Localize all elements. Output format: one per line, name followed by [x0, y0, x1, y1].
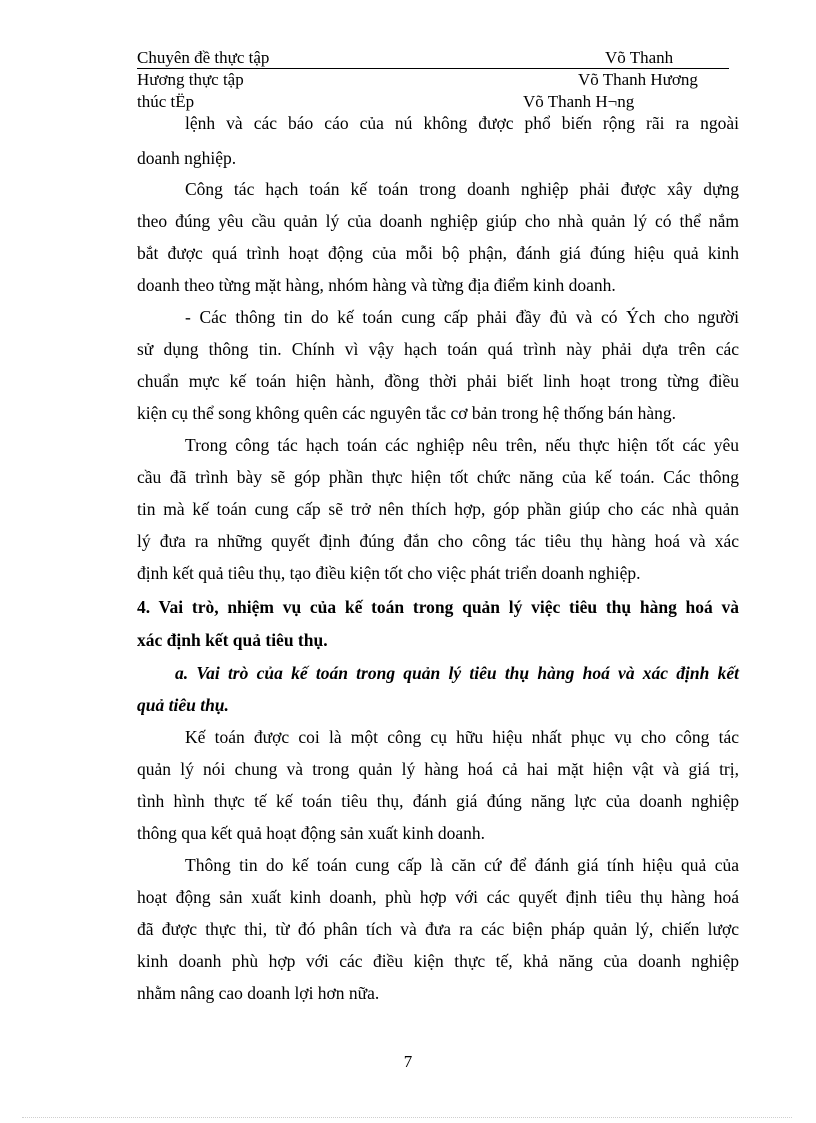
header-author-full: Võ Thanh Hương: [578, 70, 698, 89]
text-line: Kế toán được coi là một công cụ hữu hiệu nhất phục vụ cho công tác: [185, 727, 739, 747]
header-row-2: [137, 69, 729, 91]
text-line: tin mà kế toán cung cấp sẽ trở nên thích hợp, góp phần giúp cho các nhà quản: [137, 499, 739, 519]
header-row-1: [137, 47, 729, 69]
subsection-heading-cont: quả tiêu thụ.: [137, 695, 229, 715]
text-line: doanh theo từng mặt hàng, nhóm hàng và từng địa điểm kinh doanh.: [137, 275, 616, 295]
subsection-heading: a. Vai trò của kế toán trong quản lý tiêu thụ hàng hoá và xác định kết: [175, 663, 739, 683]
text-line: sử dụng thông tin. Chính vì vậy hạch toán quá trình này phải dựa trên các: [137, 339, 739, 359]
text-line: kiện cụ thể song không quên các nguyên tắc cơ bản trong hệ thống bán hàng.: [137, 403, 676, 423]
page-header: [137, 47, 729, 113]
text-line: - Các thông tin do kế toán cung cấp phải đầy đủ và có Ých cho người: [185, 307, 739, 327]
header-author-garbled: Võ Thanh H¬ng: [523, 92, 635, 111]
text-line: lý đưa ra những quyết định đúng đắn cho công tác tiêu thụ hàng hoá và xác: [137, 531, 739, 551]
text-line: doanh nghiệp.: [137, 148, 237, 168]
text-line: quản lý nói chung và trong quản lý hàng hoá cả hai mặt hiện vật và giá trị,: [137, 759, 739, 779]
header-title: Chuyên đề thực tập: [137, 48, 270, 67]
text-line: Trong công tác hạch toán các nghiệp nêu trên, nếu thực hiện tốt các yêu: [185, 435, 739, 455]
text-line: tình hình thực tế kế toán tiêu thụ, đánh giá đúng năng lực của doanh nghiệp: [137, 791, 739, 811]
page-number: 7: [403, 1052, 413, 1071]
text-line: cầu đã trình bày sẽ góp phần thực hiện tốt chức năng của kế toán. Các thông: [137, 467, 739, 487]
text-line: kinh doanh phù hợp với các điều kiện thực tế, khả năng của doanh nghiệp: [137, 951, 739, 971]
text-line: thông qua kết quả hoạt động sản xuất kinh doanh.: [137, 823, 485, 843]
section-heading: 4. Vai trò, nhiệm vụ của kế toán trong quản lý việc tiêu thụ hàng hoá và: [137, 597, 739, 617]
text-line: nhằm nâng cao doanh lợi hơn nữa.: [137, 983, 380, 1003]
text-line: hoạt động sản xuất kinh doanh, phù hợp với các quyết định tiêu thụ hàng hoá: [137, 887, 739, 907]
text-line: Công tác hạch toán kế toán trong doanh nghiệp phải được xây dựng: [185, 179, 739, 199]
text-line: bắt được quá trình hoạt động của mỗi bộ phận, đánh giá đúng hiệu quả kinh: [137, 243, 739, 263]
text-line: lệnh và các báo cáo của nú không được phổ biến rộng rãi ra ngoài: [185, 113, 739, 133]
header-title-overflow: Hương thực tập: [137, 70, 244, 89]
text-line: theo đúng yêu cầu quản lý của doanh nghiệp giúp cho nhà quản lý có thể nắm: [137, 211, 739, 231]
text-line: chuẩn mực kế toán hiện hành, đồng thời phải biết linh hoạt trong từng điều: [137, 371, 739, 391]
section-heading-cont: xác định kết quả tiêu thụ.: [137, 630, 328, 650]
page-edge-divider: [22, 1117, 792, 1118]
text-line: định kết quả tiêu thụ, tạo điều kiện tốt cho việc phát triển doanh nghiệp.: [137, 563, 641, 583]
header-author: Võ Thanh: [605, 48, 674, 67]
header-row-3: [137, 91, 729, 113]
header-title-garbled: thúc tËp: [137, 92, 195, 111]
text-line: đã được thực thi, từ đó phân tích và đưa ra các biện pháp quản lý, chiến lược: [137, 919, 739, 939]
text-line: Thông tin do kế toán cung cấp là căn cứ để đánh giá tính hiệu quả của: [185, 855, 739, 875]
